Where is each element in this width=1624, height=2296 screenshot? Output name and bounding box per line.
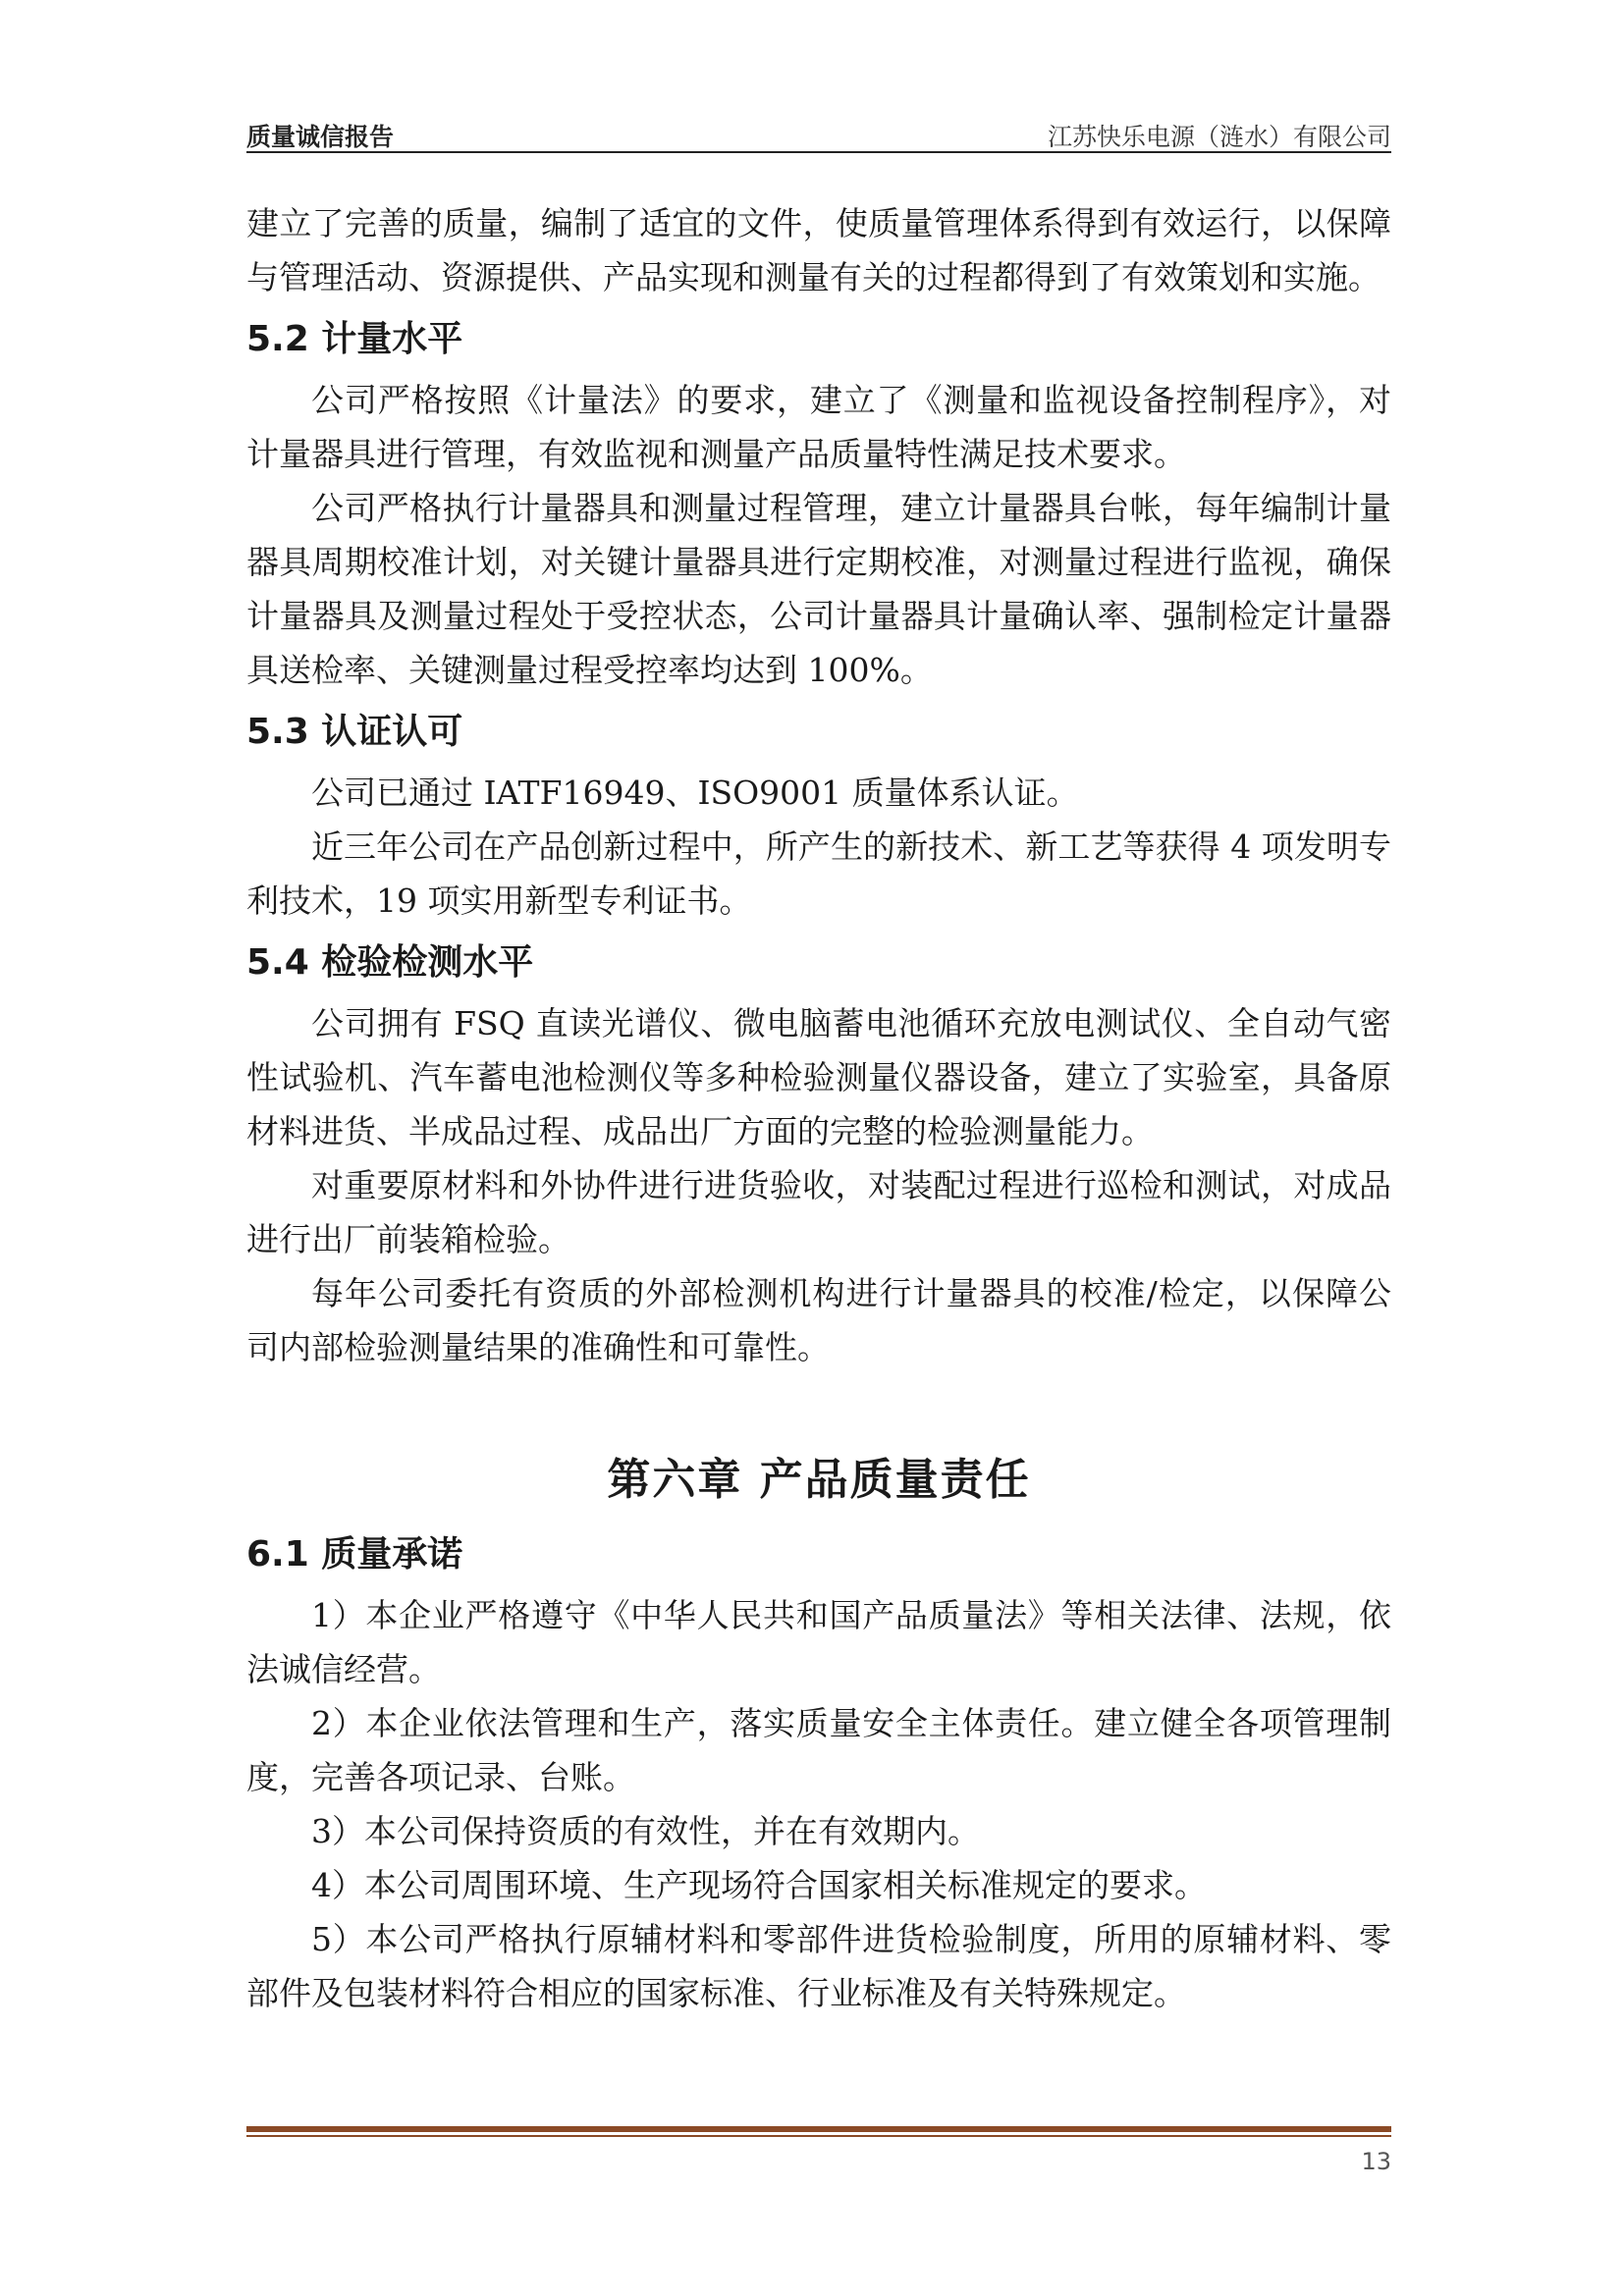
body-paragraph: 公司严格按照《计量法》的要求，建立了《测量和监视设备控制程序》，对计量器具进行管理，有效监视和测量产品质量特性满足技术要求。 <box>246 381 1391 473</box>
body-paragraph: 近三年公司在产品创新过程中，所产生的新技术、新工艺等获得 4 项发明专利技术，19 项实用新型专利证书。 <box>246 828 1391 920</box>
section-heading: 5.3 认证认可 <box>246 712 463 752</box>
header-company-name: 江苏快乐电源（涟水）有限公司 <box>1047 123 1391 151</box>
footer-divider-thick <box>246 2126 1391 2132</box>
section-5-4 <box>246 939 1391 1374</box>
body-paragraph: 每年公司委托有资质的外部检测机构进行计量器具的校准/检定，以保障公司内部检验测量结果的准确性和可靠性。 <box>246 1274 1391 1366</box>
section-5-3 <box>246 709 1391 928</box>
list-item: 1）本企业严格遵守《中华人民共和国产品质量法》等相关法律、法规，依法诚信经营。 <box>246 1596 1391 1688</box>
body-paragraph: 公司拥有 FSQ 直读光谱仪、微电脑蓄电池循环充放电测试仪、全自动气密性试验机、汽车蓄电池检测仪等多种检验测量仪器设备，建立了实验室，具备原材料进货、半成品过程、成品出厂方面的完整的检验测量能力。 <box>246 1004 1391 1150</box>
list-item: 2）本企业依法管理和生产，落实质量安全主体责任。建立健全各项管理制度，完善各项记录、台账。 <box>246 1704 1391 1796</box>
header-divider <box>246 151 1391 153</box>
list-item: 3）本公司保持资质的有效性，并在有效期内。 <box>311 1812 980 1850</box>
section-heading: 5.4 检验检测水平 <box>246 942 534 983</box>
section-heading: 6.1 质量承诺 <box>246 1534 463 1575</box>
list-item: 4）本公司周围环境、生产现场符合国家相关标准规定的要求。 <box>311 1866 1207 1904</box>
section-6-1 <box>246 1531 1391 2020</box>
section-5-2 <box>246 316 1391 697</box>
page-number: 13 <box>1361 2148 1391 2175</box>
list-item: 5）本公司严格执行原辅材料和零部件进货检验制度，所用的原辅材料、零部件及包装材料符合相应的国家标准、行业标准及有关特殊规定。 <box>246 1920 1391 2012</box>
page-body <box>246 196 1391 2020</box>
intro-paragraph: 建立了完善的质量，编制了适宜的文件，使质量管理体系得到有效运行，以保障与管理活动、资源提供、产品实现和测量有关的过程都得到了有效策划和实施。 <box>246 204 1391 296</box>
chapter-title: 第六章 产品质量责任 <box>607 1455 1031 1505</box>
page-header <box>246 110 1391 151</box>
body-paragraph: 公司严格执行计量器具和测量过程管理，建立计量器具台帐，每年编制计量器具周期校准计划，对关键计量器具进行定期校准，对测量过程进行监视，确保计量器具及测量过程处于受控状态，公司计量器具计量确认率、强制检定计量器具送检率、关键测量过程受控率均达到 100%。 <box>246 489 1391 689</box>
header-report-title: 质量诚信报告 <box>246 123 395 151</box>
body-paragraph: 对重要原材料和外协件进行进货验收，对装配过程进行巡检和测试，对成品进行出厂前装箱检验。 <box>246 1166 1391 1258</box>
section-heading: 5.2 计量水平 <box>246 319 463 359</box>
footer-divider-thin <box>246 2135 1391 2137</box>
body-paragraph: 公司已通过 IATF16949、ISO9001 质量体系认证。 <box>311 774 1079 812</box>
